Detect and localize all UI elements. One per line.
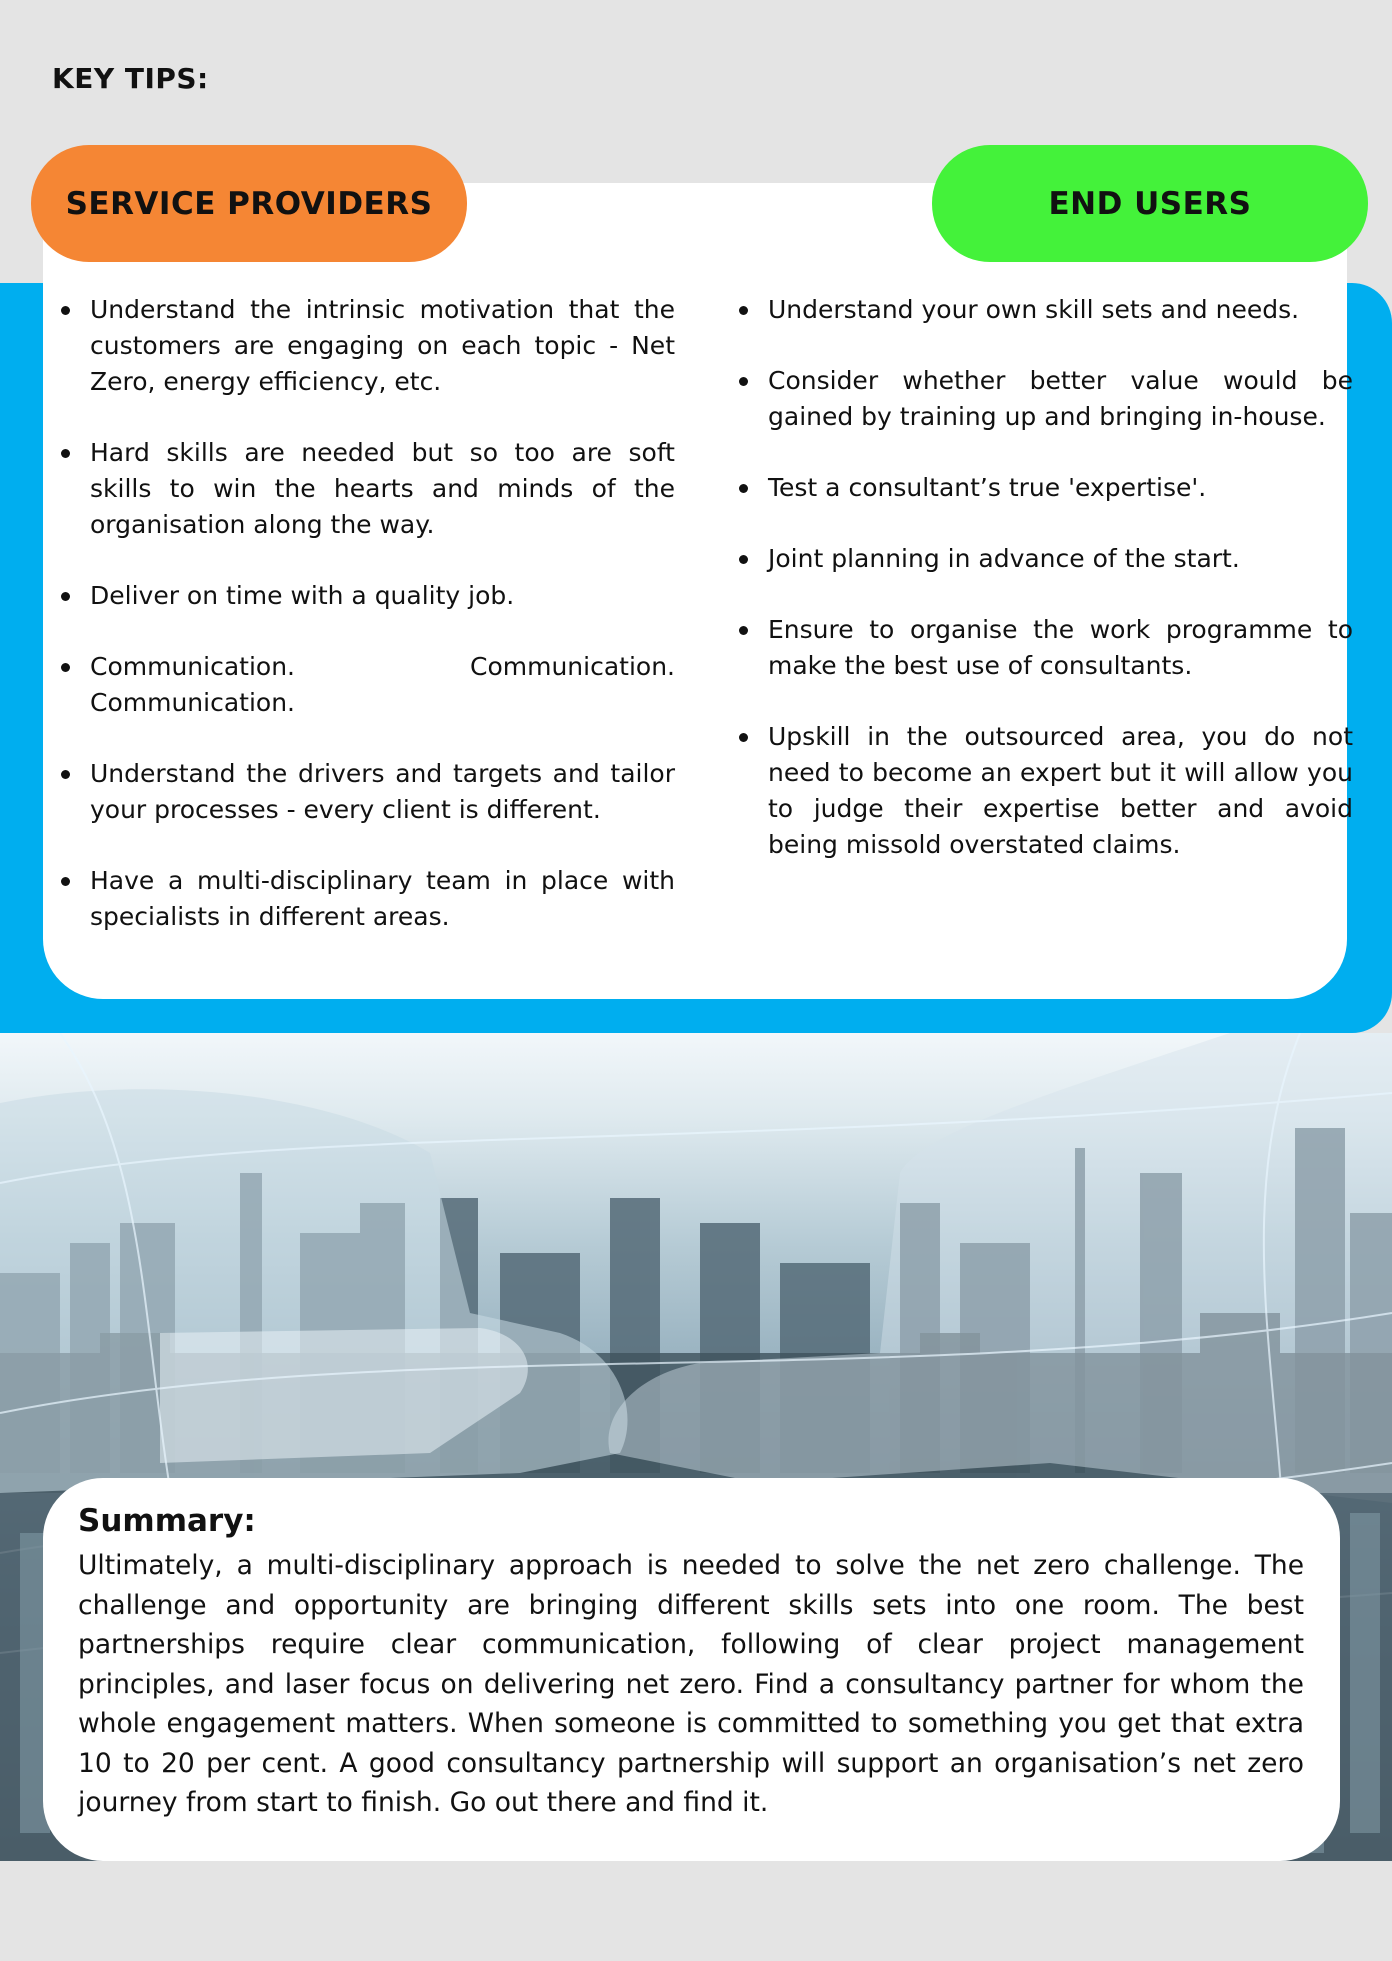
list-item: Upskill in the outsourced area, you do not need to become an expert but it will allow you to judge their expertise better and avoid being missold overstated claims. xyxy=(733,719,1353,863)
list-item: Test a consultant’s true 'expertise'. xyxy=(733,470,1353,506)
list-item: Joint planning in advance of the start. xyxy=(733,541,1353,577)
service-providers-tips-list xyxy=(55,292,675,970)
list-item: Understand your own skill sets and needs. xyxy=(733,292,1353,328)
page-heading: KEY TIPS: xyxy=(52,62,209,95)
list-item: Have a multi-disciplinary team in place with specialists in different areas. xyxy=(55,863,675,935)
list-item: Communication. Communication. Communication. xyxy=(55,649,675,721)
list-item: Hard skills are needed but so too are soft skills to win the hearts and minds of the organisation along the way. xyxy=(55,435,675,543)
list-item: Ensure to organise the work programme to make the best use of consultants. xyxy=(733,612,1353,684)
service-providers-header xyxy=(31,145,467,262)
list-item: Understand the intrinsic motivation that the customers are engaging on each topic - Net Zero, energy efficiency, etc. xyxy=(55,292,675,400)
end-users-tips-list xyxy=(733,292,1353,898)
service-providers-title: SERVICE PROVIDERS xyxy=(65,185,433,222)
summary-title: Summary: xyxy=(78,1503,256,1539)
end-users-title: END USERS xyxy=(1048,185,1252,222)
end-users-header xyxy=(932,145,1368,262)
summary-text: Ultimately, a multi-disciplinary approach is needed to solve the net zero challenge. The challenge and opportunity are bringing different skills sets into one room. The best partnerships require clear communication, following of clear project management principles, and laser focus on delivering net zero. Find a consultancy partner for whom the whole engagement matters. When someone is committed to something you get that extra 10 to 20 per cent. A good consultancy partnership will support an organisation’s net zero journey from start to finish. Go out there and find it. xyxy=(78,1550,1304,1818)
list-item: Consider whether better value would be gained by training up and bringing in-house. xyxy=(733,363,1353,435)
list-item: Understand the drivers and targets and tailor your processes - every client is different. xyxy=(55,756,675,828)
list-item: Deliver on time with a quality job. xyxy=(55,578,675,614)
